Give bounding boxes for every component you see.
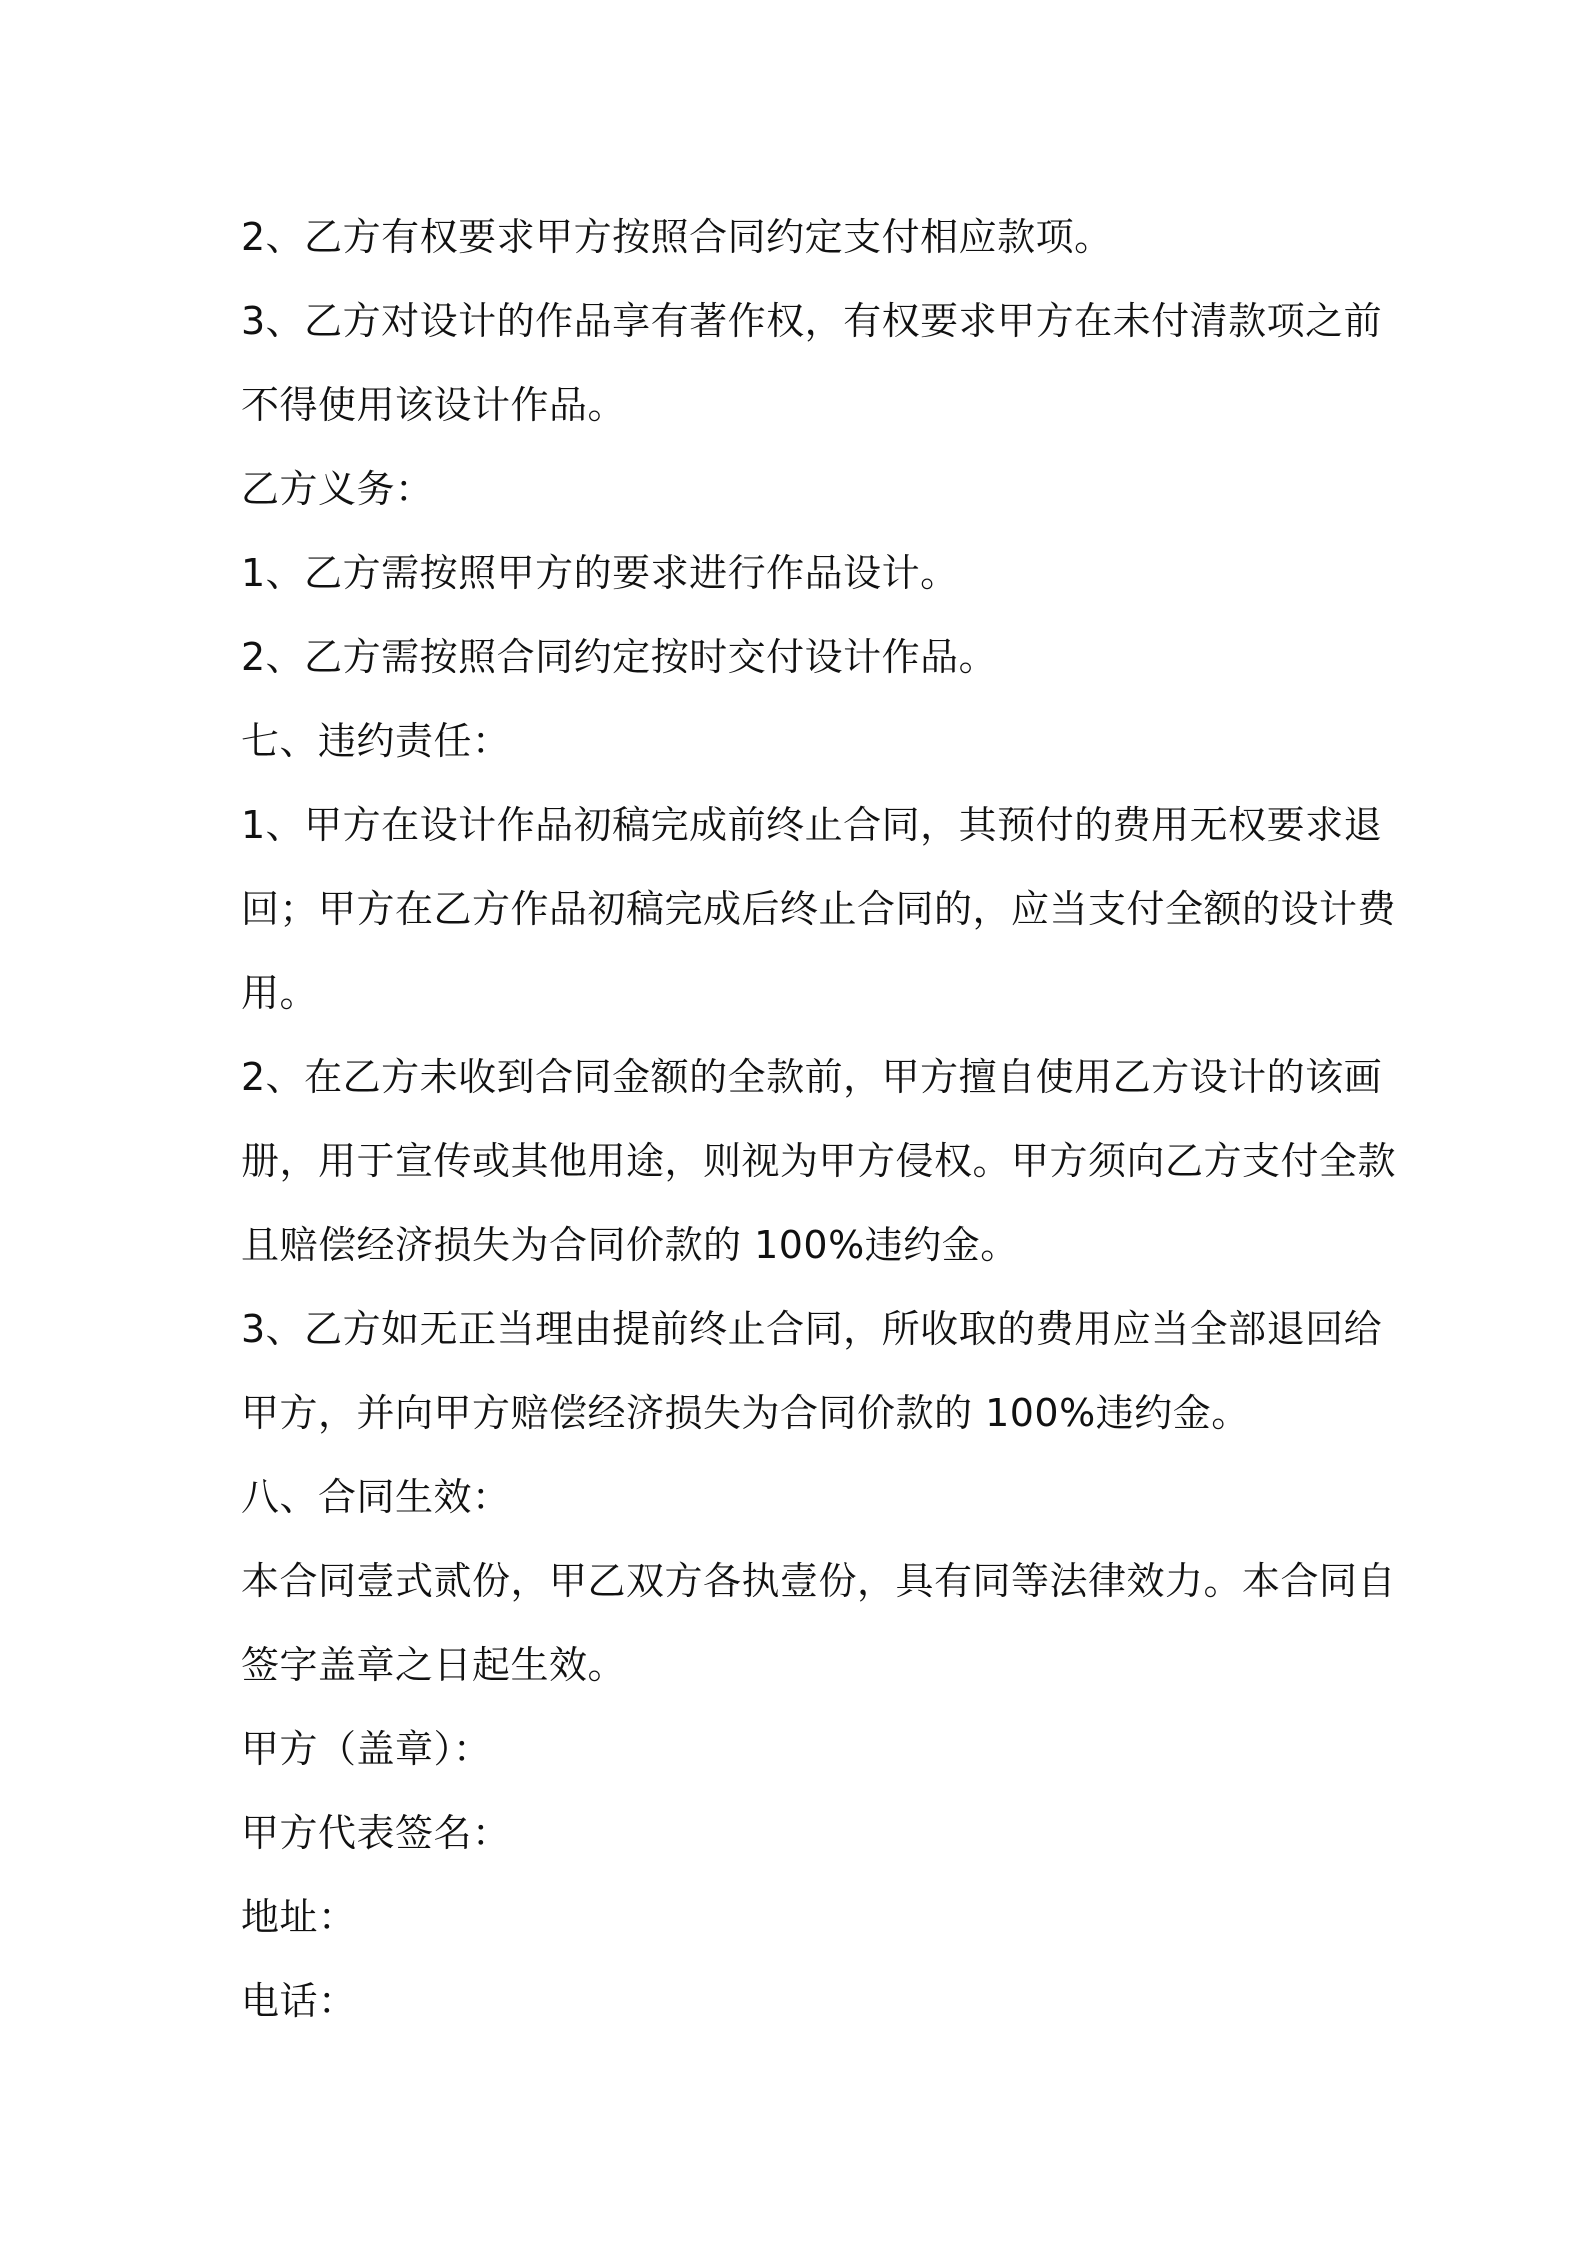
text-line: 本合同壹式贰份，甲乙双方各执壹份，具有同等法律效力。本合同自 (241, 1559, 1397, 1603)
text-line: 不得使用该设计作品。 (241, 383, 627, 427)
text-line: 2、在乙方未收到合同金额的全款前，甲方擅自使用乙方设计的该画 (241, 1055, 1383, 1099)
text-line: 1、甲方在设计作品初稿完成前终止合同，其预付的费用无权要求退 (241, 803, 1383, 847)
text-line: 1、乙方需按照甲方的要求进行作品设计。 (241, 551, 959, 595)
text-line: 回；甲方在乙方作品初稿完成后终止合同的，应当支付全额的设计费 (241, 887, 1397, 931)
text-line: 甲方，并向甲方赔偿经济损失为合同价款的 100%违约金。 (241, 1391, 1250, 1435)
signature-field-label: 甲方（盖章）： (241, 1727, 492, 1771)
text-line: 用。 (241, 971, 319, 1015)
signature-field-label: 甲方代表签名： (241, 1811, 511, 1855)
text-line: 签字盖章之日起生效。 (241, 1643, 627, 1687)
text-line: 且赔偿经济损失为合同价款的 100%违约金。 (241, 1223, 1019, 1267)
section-heading: 乙方义务： (241, 467, 434, 511)
text-line: 2、乙方需按照合同约定按时交付设计作品。 (241, 635, 998, 679)
address-field-label: 地址： (241, 1895, 357, 1939)
text-line: 2、乙方有权要求甲方按照合同约定支付相应款项。 (241, 215, 1113, 259)
section-heading: 八、合同生效： (241, 1475, 511, 1519)
text-line: 3、乙方对设计的作品享有著作权，有权要求甲方在未付清款项之前 (241, 299, 1383, 343)
section-heading: 七、违约责任： (241, 719, 511, 763)
contract-page (241, 195, 1397, 2043)
phone-field-label: 电话： (241, 1979, 357, 2023)
text-line: 册，用于宣传或其他用途，则视为甲方侵权。甲方须向乙方支付全款 (241, 1139, 1397, 1183)
text-line: 3、乙方如无正当理由提前终止合同，所收取的费用应当全部退回给 (241, 1307, 1383, 1351)
